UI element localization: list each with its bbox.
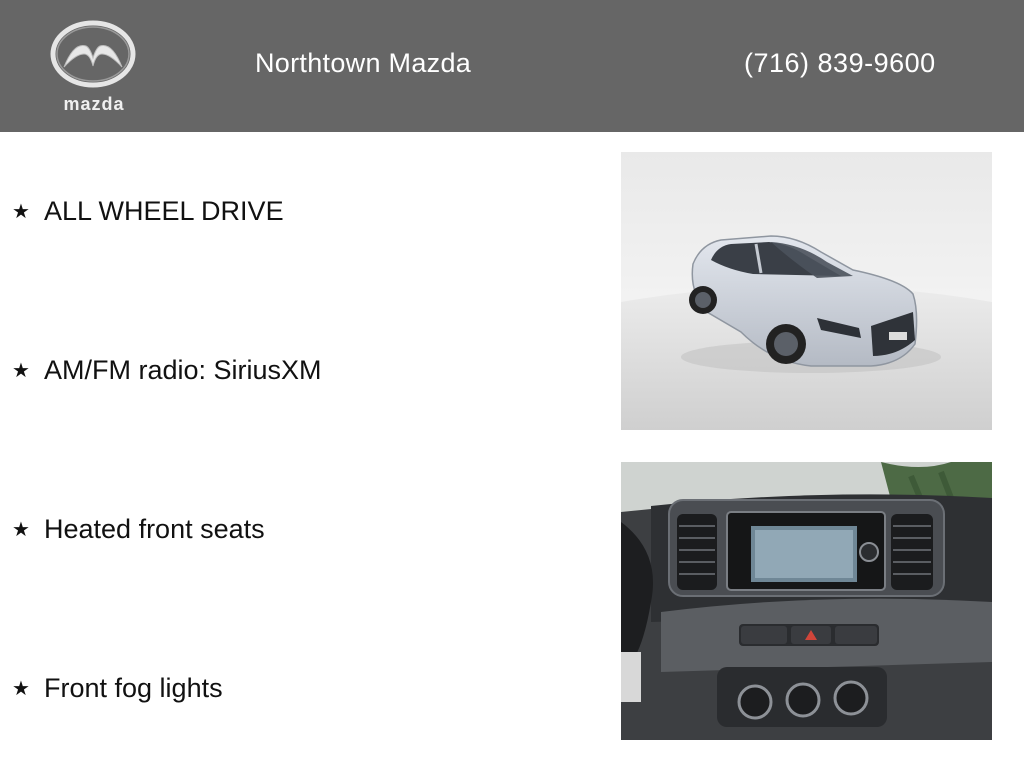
feature-label: Front fog lights <box>44 673 223 703</box>
feature-label: Heated front seats <box>44 514 265 544</box>
mazda-logo-emblem-icon <box>44 20 144 115</box>
feature-item-fog-lights <box>12 673 223 704</box>
star-icon: ★ <box>12 519 30 541</box>
dealer-name: Northtown Mazda <box>255 48 472 78</box>
feature-item-awd <box>12 196 284 227</box>
feature-label: AM/FM radio: SiriusXM <box>44 355 322 385</box>
dealer-header <box>0 0 1024 132</box>
feature-item-radio <box>12 355 322 386</box>
vehicle-interior-photo[interactable] <box>621 462 992 740</box>
feature-label: ALL WHEEL DRIVE <box>44 196 284 226</box>
star-icon: ★ <box>12 360 30 382</box>
feature-item-heated-seats <box>12 514 265 545</box>
dealer-phone[interactable]: (716) 839-9600 <box>744 48 936 78</box>
mazda-logo[interactable] <box>44 20 144 115</box>
star-icon: ★ <box>12 678 30 700</box>
star-icon: ★ <box>12 201 30 223</box>
vehicle-exterior-photo[interactable] <box>621 152 992 430</box>
svg-text:mazda: mazda <box>63 94 125 114</box>
